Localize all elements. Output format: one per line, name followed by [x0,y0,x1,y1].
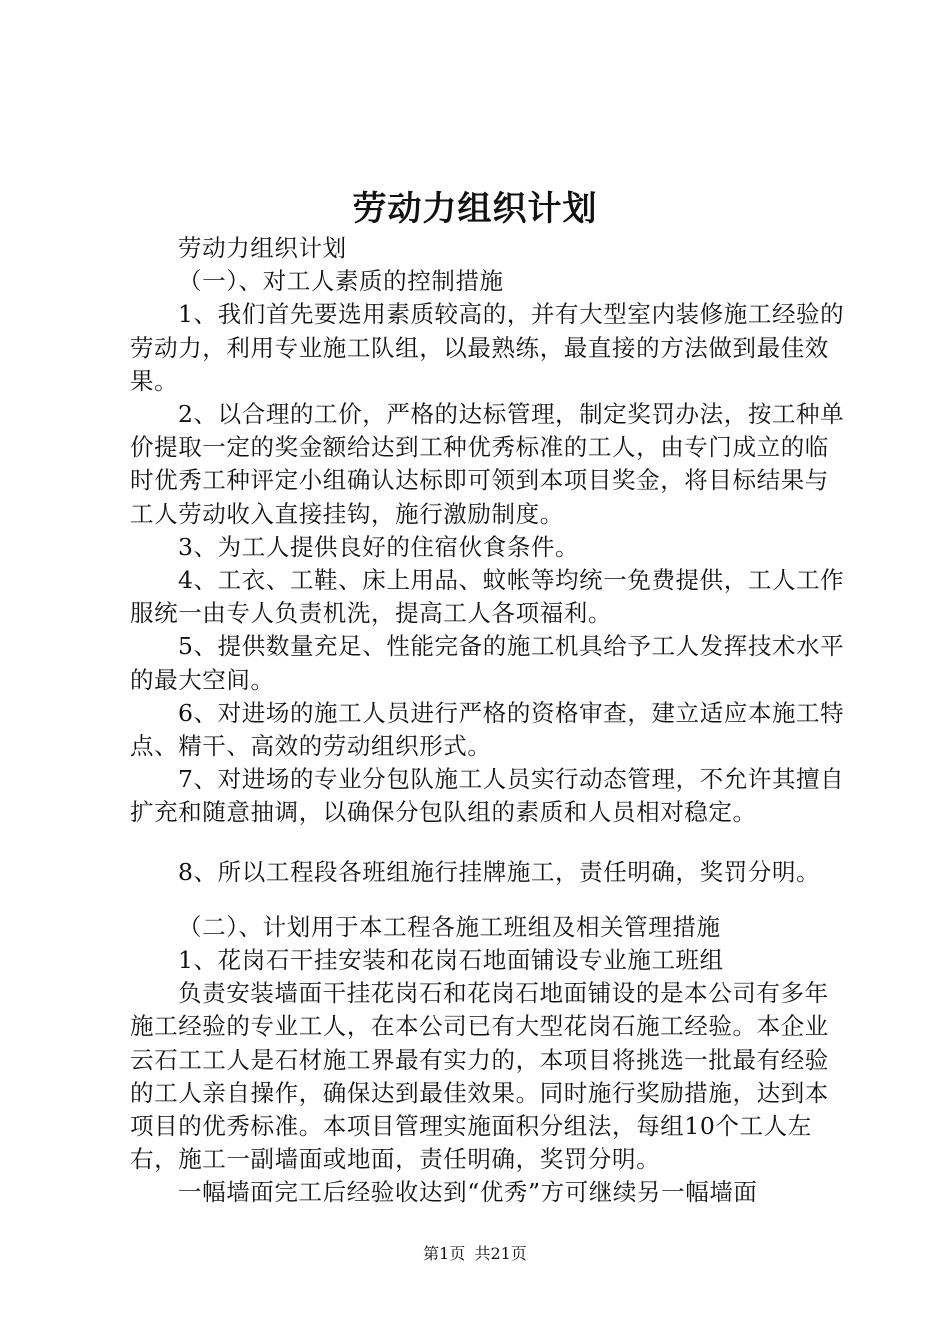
paragraph: 5、提供数量充足、性能完备的施工机具给予工人发挥技术水平的最大空间。 [130,632,845,694]
document-body [130,232,850,1210]
subsection-heading: 1、花岗石干挂安装和花岗石地面铺设专业施工班组 [178,946,724,975]
paragraph: 8、所以工程段各班组施行挂牌施工，责任明确，奖罚分明。 [178,857,821,886]
paragraph: 3、为工人提供良好的住宿伙食条件。 [178,532,580,561]
paragraph: 4、工衣、工鞋、床上用品、蚊帐等均统一免费提供，工人工作服统一由专人负责机洗，提高工人各项福利。 [130,566,845,628]
paragraph: 一幅墙面完工后经验收达到“优秀”方可继续另一幅墙面 [178,1178,758,1207]
paragraph: 1、我们首先要选用素质较高的，并有大型室内装修施工经验的劳动力，利用专业施工队组，以最熟练，最直接的方法做到最佳效果。 [130,300,845,395]
page-number: 第1页 [423,1244,466,1263]
section-heading-1: （一）、对工人素质的控制措施 [178,267,504,296]
paragraph: 6、对进场的施工人员进行严格的资格审查，建立适应本施工特点、精干、高效的劳动组织形式。 [130,698,845,761]
document-title: 劳动力组织计划 [352,189,598,229]
paragraph-subtitle: 劳动力组织计划 [178,234,347,262]
paragraph: 负责安装墙面干挂花岗石和花岗石地面铺设的是本公司有多年施工经验的专业工人，在本公司已有大型花岗石施工经验。本企业云石工工人是石材施工界最有实力的，本项目将挑选一批最有经验的工人亲自操作，确保达到最佳效果。同时施行奖励措施，达到本项目的优秀标准。本项目管理实施面积分组法，每组10个工人左右，施工一副墙面或地面，责任明确，奖罚分明。 [130,979,829,1174]
paragraph: 2、以合理的工价，严格的达标管理，制定奖罚办法，按工种单价提取一定的奖金额给达到工种优秀标准的工人，由专门成立的临时优秀工种评定小组确认达标即可领到本项目奖金，将目标结果与工人劳动收入直接挂钩，施行激励制度。 [130,400,845,528]
paragraph: 7、对进场的专业分包队施工人员实行动态管理，不允许其擅自扩充和随意抽调，以确保分包队组的素质和人员相对稳定。 [130,765,845,827]
section-heading-2: （二）、计划用于本工程各施工班组及相关管理措施 [178,912,721,941]
page-footer [0,1242,950,1266]
page-total: 共21页 [474,1244,527,1263]
